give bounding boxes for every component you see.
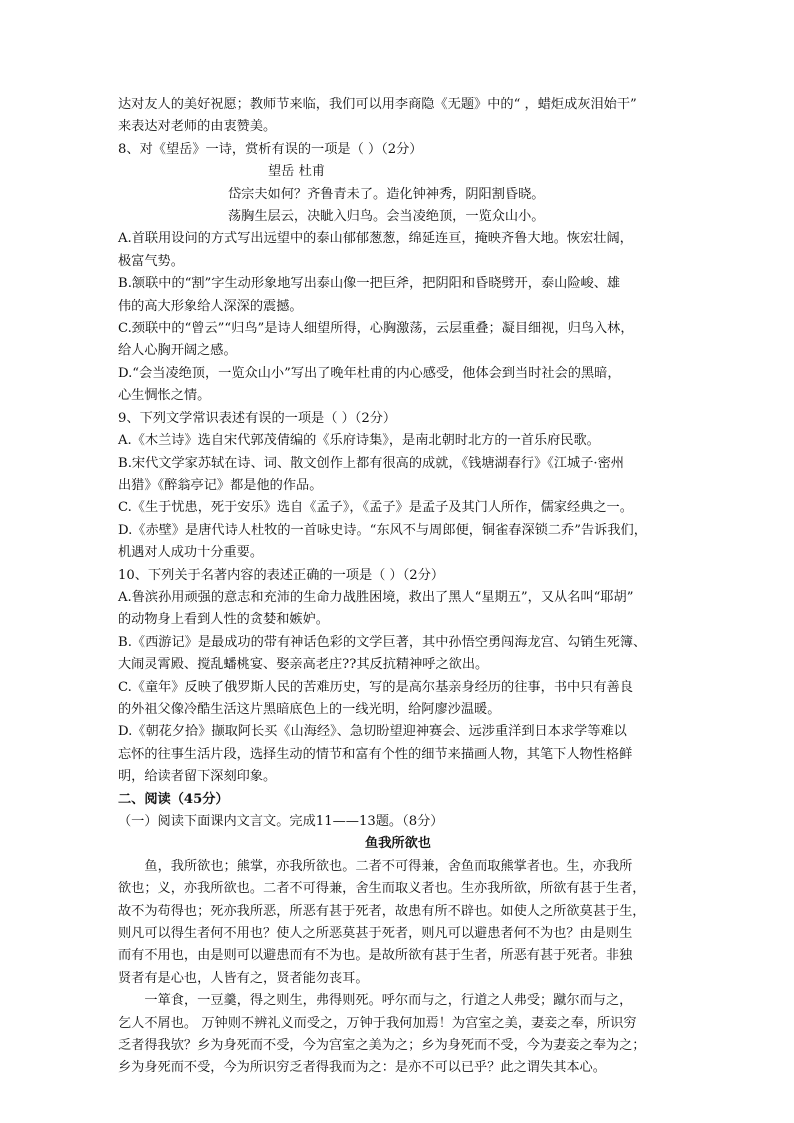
q10-option-line: 的动物身上看到人性的贪婪和嫉妒。 [118, 612, 329, 628]
q10-option-line: 明，给读者留下深刻印象。 [118, 769, 277, 785]
question-9-stem: 9、下列文学常识表述有误的一项是（ ）（2分） [118, 410, 397, 426]
q8-option-line: D.“会当凌绝顶，一览众山小”写出了晚年杜甫的内心感受，他体会到当时社会的黑暗， [118, 365, 621, 381]
q8-option-line: 心生惆怅之情。 [118, 388, 211, 404]
q9-option-line: B.宋代文学家苏轼在诗、词、散文创作上都有很高的成就，《钱塘湖春行》《江城子·密州 [118, 455, 624, 471]
passage-line: 则凡可以得生者何不用也？使人之所恶莫甚于死者，则凡可以避患者何不为也？由是则生 [118, 926, 633, 942]
q9-option-line: C.《生于忧患，死于安乐》选自《孟子》，《孟子》是孟子及其门人所作，儒家经典之一。 [118, 500, 633, 516]
passage-line: 故不为苟得也；死亦我所恶，所恶有甚于死者，故患有所不辟也。如使人之所欲莫甚于生， [118, 903, 646, 919]
q10-option-line: 大闹灵霄殿、搅乱蟠桃宴、娶亲高老庄??其反抗精神呼之欲出。 [118, 657, 489, 673]
passage-line: 一箪食，一豆羹，得之则生，弗得则死。呼尔而与之，行道之人弗受；蹴尔而与之， [144, 993, 633, 1009]
q10-option-line: 的外祖父像冷酷生活这片黑暗底色上的一线光明，给阿廖沙温暖。 [118, 701, 501, 717]
passage-title: 鱼我所欲也 [365, 836, 431, 852]
q8-option-line: C.颈联中的“曾云”“归鸟”是诗人细望所得，心胸激荡，云层重叠；凝目细视，归鸟入林， [118, 321, 634, 337]
q8-option-line: A.首联用设问的方式写出远望中的泰山郁郁葱葱，绵延连亘，掩映齐鲁大地。恢宏壮阔， [118, 231, 633, 247]
document-page [118, 94, 678, 1080]
passage-line: 欲也；义，亦我所欲也。二者不可得兼，舍生而取义者也。生亦我所欲，所欲有甚于生者， [118, 881, 646, 897]
section-subheading: （一）阅读下面课内文言文。完成11——13题。（8分） [118, 814, 444, 829]
q9-option-line: 出猎》《醉翁亭记》都是他的作品。 [118, 477, 323, 493]
q10-option-line: B.《西游记》是最成功的带有神话色彩的文学巨著，其中孙悟空勇闯海龙宫、勾销生死簿、 [118, 634, 647, 650]
passage-line: 鱼，我所欲也；熊掌，亦我所欲也。二者不可得兼，舍鱼而取熊掌者也。生，亦我所 [144, 858, 633, 874]
passage-line: 贤者有是心也，人皆有之，贤者能勿丧耳。 [118, 970, 369, 986]
passage-line: 乞人不屑也。 万钟则不辨礼义而受之，万钟于我何加焉！为宫室之美，妻妾之奉，所识穷 [118, 1015, 637, 1031]
question-8-stem: 8、对《望岳》一诗，赏析有误的一项是（ ）（2分） [118, 141, 423, 157]
q9-option-line: 机遇对人成功十分重要。 [118, 545, 264, 561]
passage-line: 乏者得我欤？乡为身死而不受，今为宫室之美为之；乡为身死而不受，今为妻妾之奉为之； [118, 1038, 646, 1054]
passage-line: 乡为身死而不受，今为所识穷乏者得我而为之：是亦不可以已乎？此之谓失其本心。 [118, 1060, 606, 1076]
q9-option-line: D.《赤壁》是唐代诗人杜牧的一首咏史诗。“东风不与周郎便，铜雀春深锁二乔”告诉我们， [118, 522, 647, 538]
section-heading: 二、阅读（45分） [118, 791, 229, 807]
q10-option-line: C.《童年》反映了俄罗斯人民的苦难历史，写的是高尔基亲身经历的往事，书中只有善良 [118, 679, 633, 695]
intro-line: 来表达对老师的由衷赞美。 [118, 119, 277, 135]
q10-option-line: A.鲁滨孙用顽强的意志和充沛的生命力战胜困境，救出了黑人“星期五”，又从名叫“耶胡” [118, 589, 634, 605]
intro-line: 达对友人的美好祝愿；教师节来临，我们可以用李商隐《无题》中的“ ，蜡炬成灰泪始干” [118, 97, 637, 112]
q8-option-line: B.颔联中的“割”字生动形象地写出泰山像一把巨斧，把阴阳和昏晓劈开，泰山险峻、雄 [118, 276, 621, 292]
q8-option-line: 伟的高大形象给人深深的震撼。 [118, 298, 303, 314]
question-10-stem: 10、下列关于名著内容的表述正确的一项是（ ）（2分） [118, 567, 445, 583]
q10-option-line: 忘怀的往事生活片段，选择生动的情节和富有个性的细节来描画人物，其笔下人物性格鲜 [118, 746, 633, 762]
q8-option-line: 给人心胸开阔之感。 [118, 343, 237, 359]
poem-line: 荡胸生层云，决眦入归鸟。会当凌绝顶，一览众山小。 [228, 209, 545, 225]
q8-option-line: 极富气势。 [118, 253, 184, 269]
q9-option-line: A.《木兰诗》选自宋代郭茂倩编的《乐府诗集》，是南北朝时北方的一首乐府民歌。 [118, 433, 600, 449]
poem-title: 望岳 杜甫 [268, 164, 325, 180]
poem-line: 岱宗夫如何？齐鲁青未了。造化钟神秀，阴阳割昏晓。 [228, 186, 545, 202]
passage-line: 而有不用也，由是则可以避患而有不为也。是故所欲有甚于生者，所恶有甚于死者。非独 [118, 948, 633, 964]
q10-option-line: D.《朝花夕拾》撷取阿长买《山海经》、急切盼望迎神赛会、远涉重洋到日本求学等难以 [118, 724, 627, 740]
